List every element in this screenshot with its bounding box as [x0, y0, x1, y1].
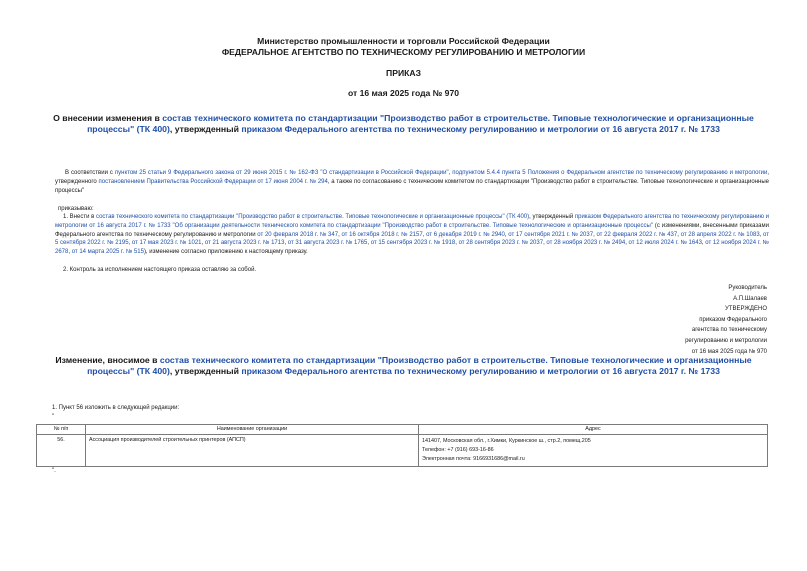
- intro-link-law[interactable]: пунктом 25 статьи 9 Федерального закона от 29 июня 2015 г. № 162-ФЗ "О стандартизации в Российской Федерации": [114, 170, 449, 176]
- item-text: ,: [128, 240, 132, 247]
- column-header-number: № п/п: [37, 425, 86, 435]
- item-text: ,: [284, 240, 288, 247]
- approval-line: приказом Федерального: [699, 316, 767, 323]
- amendment-link[interactable]: от 31 августа 2023 г. № 1765: [287, 240, 368, 247]
- organizations-table: [36, 424, 768, 467]
- item-2-paragraph: [55, 266, 769, 275]
- approval-line: регулированию и метрологии: [685, 337, 767, 344]
- item-2-text: 2. Контроль за исполнением настоящего приказа оставляю за собой.: [63, 267, 257, 273]
- amendment-link[interactable]: от 16 октября 2018 г. № 2157: [341, 231, 423, 238]
- item-text: ,: [422, 231, 427, 238]
- item-text: ,: [543, 240, 547, 247]
- amendment-link[interactable]: от 20 февраля 2018 г. № 347: [257, 231, 339, 238]
- item-text: ,: [677, 231, 681, 238]
- address-line: 141407, Московская обл., г.Химки, Куркинское ш., стр.2, помещ.205: [422, 437, 591, 444]
- intro-link-regulation[interactable]: подпунктом 5.4.4 пункта 5 Положения о Федеральном агентстве по техническому регулированию и метрологии: [452, 170, 768, 176]
- annex-point-text: 1. Пункт 56 изложить в следующей редакции:: [52, 405, 180, 411]
- amendment-link[interactable]: от 28 ноября 2023 г. № 2494: [546, 240, 626, 247]
- table-row: [37, 435, 768, 467]
- signer-role: Руководитель: [728, 285, 767, 291]
- item-text: ,: [625, 240, 629, 247]
- signature-block: [627, 283, 767, 357]
- amendment-link[interactable]: от 22 февраля 2022 г. № 437: [596, 231, 678, 238]
- intro-paragraph: [55, 169, 769, 195]
- title-link-committee[interactable]: состав технического комитета по стандартизации "Производство работ в строительстве. Типовые технологические и организационные процессы" (ТК 400): [87, 113, 754, 134]
- agency-heading: ФЕДЕРАЛЬНОЕ АГЕНТСТВО ПО ТЕХНИЧЕСКОМУ РЕГУЛИРОВАНИЮ И МЕТРОЛОГИИ: [221, 47, 586, 57]
- annex-title-link-order[interactable]: приказом Федерального агентства по техническому регулированию и метрологии от 16 августа 2017 г. № 1733: [241, 366, 720, 376]
- amendment-link[interactable]: от 12 ноября 2024 г. № 2678: [55, 240, 769, 256]
- item-text: , утвержденный: [529, 214, 575, 220]
- annex-title: [40, 355, 767, 377]
- opening-quote: ": [52, 414, 55, 420]
- email-line: Электронная почта: 9166931686@mail.ru: [422, 456, 525, 463]
- organization-address: [419, 435, 768, 467]
- intro-text: ,: [448, 170, 453, 176]
- column-header-address: Адрес: [419, 425, 768, 435]
- table-header-row: [37, 425, 768, 435]
- approved-label: УТВЕРЖДЕНО: [724, 306, 767, 313]
- item-text: ,: [68, 249, 72, 256]
- ministry-heading: Министерство промышленности и торговли Российской Федерации: [257, 36, 550, 46]
- approval-line: от 16 мая 2025 года № 970: [691, 348, 767, 355]
- item-text: ,: [701, 240, 706, 247]
- item-1-paragraph: [55, 213, 769, 257]
- item-text: ,: [338, 231, 342, 238]
- intro-link-resolution[interactable]: постановлением Правительства Российской Федерации от 17 июня 2004 г. № 294: [98, 178, 328, 185]
- item-text: ), изменение согласно приложению к настоящему приказу.: [143, 249, 308, 256]
- intro-text: , а также по согласованию с техническим комитетом по стандартизации "Производство работ в строительстве. Типовые технологические и организационные процессы": [55, 178, 769, 194]
- signer-name: А.П.Шалаев: [733, 295, 767, 302]
- item-text: ,: [759, 231, 764, 238]
- title-text: , утвержденный: [169, 124, 242, 134]
- amendment-link[interactable]: от 14 марта 2025 г. № 515: [71, 249, 144, 256]
- amendment-link[interactable]: от 15 сентября 2023 г. № 1918: [370, 240, 456, 247]
- amendment-link[interactable]: от 28 сентября 2023 г. № 2037: [458, 240, 544, 247]
- doc-date-heading: от 16 мая 2025 года № 970: [347, 88, 460, 98]
- amendment-link[interactable]: от 28 апреля 2022 г. № 1083: [680, 231, 760, 238]
- item-text: ,: [367, 240, 371, 247]
- prikazyvayu-text: приказываю:: [58, 206, 94, 212]
- title-text: О внесении изменения в: [53, 113, 163, 123]
- item-text: ,: [504, 231, 509, 238]
- amendment-link[interactable]: от 21 августа 2023 г. № 1713: [204, 240, 285, 247]
- document-title: [40, 113, 767, 135]
- annex-title-link-committee[interactable]: состав технического комитета по стандартизации "Производство работ в строительстве. Типовые технологические и организационные процессы" (ТК 400): [87, 355, 752, 376]
- item-text: ,: [593, 231, 597, 238]
- row-number: 56.: [37, 435, 86, 467]
- item-text: 1. Внести в: [63, 214, 96, 220]
- organization-name: Ассоциация производителей строительных принтеров (АПСП): [86, 435, 419, 467]
- item1-link-order[interactable]: приказом Федерального агентства по техническому регулированию и метрологии от 16 августа 2017 г. № 1733 "Об организации деятельности технического комитета по стандартизации "Производство работ в строительстве. Типовые технологические и организационные процессы": [55, 214, 769, 229]
- closing-quote: ".: [52, 468, 56, 474]
- doc-type-heading: ПРИКАЗ: [386, 68, 421, 78]
- intro-text: В соответствии с: [65, 170, 115, 176]
- item-text: ,: [201, 240, 205, 247]
- intro-text: , утвержденного: [55, 170, 770, 185]
- phone-line: Телефон: +7 (916) 693-16-86: [422, 446, 494, 453]
- column-header-name: Наименование организации: [86, 425, 419, 435]
- item-text: ,: [455, 240, 459, 247]
- item1-link-committee[interactable]: состав технического комитета по стандартизации "Производство работ в строительстве. Типовые технологические и организационные процессы" (ТК 400): [96, 214, 530, 220]
- amendment-link[interactable]: от 12 июля 2024 г. № 1643: [628, 240, 702, 247]
- amendment-link[interactable]: от 17 сентября 2021 г. № 2037: [508, 231, 594, 238]
- annex-title-text: , утвержденный: [169, 366, 242, 376]
- amendment-link[interactable]: от 6 декабря 2019 г. № 2940: [426, 231, 505, 238]
- approval-line: агентства по техническому: [691, 327, 767, 334]
- amendment-link[interactable]: от 17 мая 2023 г. № 1021: [131, 240, 202, 247]
- amendment-link[interactable]: от 5 сентября 2022 г. № 2195: [55, 231, 769, 247]
- annex-title-text: Изменение, вносимое в: [55, 355, 160, 365]
- item-text: (с изменениями, внесенными приказами Федерального агентства по техническому регулированию и метрологии: [55, 222, 769, 238]
- title-link-order[interactable]: приказом Федерального агентства по техническому регулированию и метрологии от 16 августа 2017 г. № 1733: [241, 124, 720, 134]
